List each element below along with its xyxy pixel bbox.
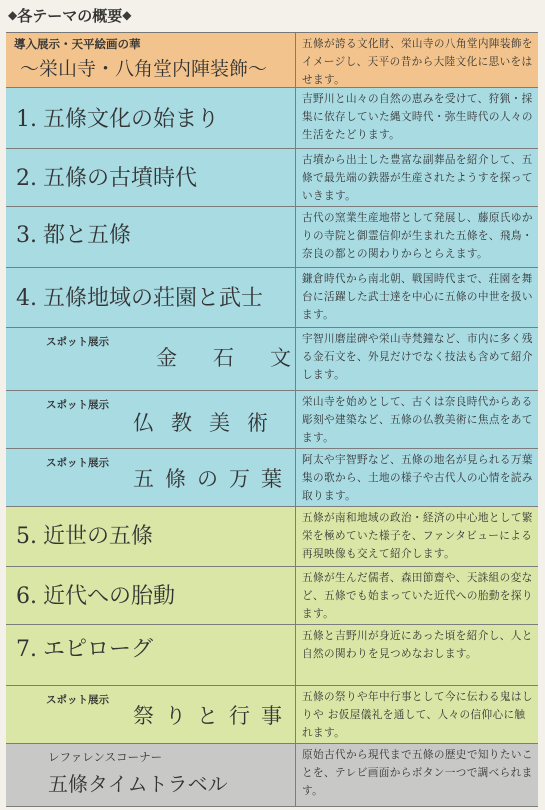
theme-cell xyxy=(6,686,296,743)
page-title: 各テーマの概要 xyxy=(17,6,123,25)
theme-number: 6. xyxy=(16,584,37,609)
theme-cell xyxy=(6,328,327,390)
spot-label: スポット展示 xyxy=(46,336,109,348)
theme-title: 都と五條 xyxy=(43,223,132,248)
theme-cell xyxy=(6,391,296,448)
theme-number: 7. xyxy=(16,637,37,662)
theme-cell xyxy=(6,625,296,685)
theme-description: 原始古代から現代まで五條の歴史で知りたいことを、テレビ画面からボタン一つで調べられます。 xyxy=(296,744,538,806)
theme-description: 栄山寺を始めとして、古くは奈良時代からある彫刻や建築など、五條の仏教美術に焦点をあてます。 xyxy=(296,391,538,448)
theme-title: 五條タイムトラベル xyxy=(48,772,228,796)
table-row xyxy=(6,149,538,207)
theme-cell xyxy=(6,33,296,87)
table-row xyxy=(6,686,538,744)
theme-cell xyxy=(6,449,296,506)
theme-number: 1. xyxy=(16,107,37,132)
spot-label: スポット展示 xyxy=(46,694,109,706)
theme-title: 五條地域の荘園と武士 xyxy=(43,286,264,311)
section-label: レファレンスコーナー xyxy=(48,750,163,764)
theme-description: 五條が生んだ儒者、森田節齋や、天誅組の変など、五條でも始まっていた近代への胎動を探ります。 xyxy=(296,567,538,624)
theme-number: 3. xyxy=(16,223,37,248)
theme-description: 宇智川磨崖碑や栄山寺梵鐘など、市内に多く残る金石文を、外見だけでなく技法も含めて紹介します。 xyxy=(296,328,538,390)
theme-title: 五條の古墳時代 xyxy=(43,166,198,191)
table-row xyxy=(6,33,538,88)
theme-title: エピローグ xyxy=(43,637,154,662)
theme-cell xyxy=(6,207,296,267)
theme-title: 五條文化の始まり xyxy=(43,107,220,132)
theme-cell xyxy=(6,567,296,624)
theme-cell xyxy=(6,88,296,148)
theme-title: 祭りと行事 xyxy=(133,704,293,728)
theme-number: 5. xyxy=(16,524,37,549)
theme-cell xyxy=(6,744,296,806)
table-row xyxy=(6,207,538,268)
table-row xyxy=(6,744,538,807)
theme-cell xyxy=(6,507,296,566)
theme-title: ～栄山寺・八角堂内陣装飾～ xyxy=(20,58,268,80)
theme-description: 五條が南和地域の政治・経済の中心地として繁栄を極めていた様子を、ファンタビューによる再現映像も交えて紹介します。 xyxy=(296,507,538,566)
theme-description: 五條と吉野川が身近にあった頃を紹介し、人と自然の関わりを見つめなおします。 xyxy=(296,625,538,685)
spot-label: スポット展示 xyxy=(46,457,109,469)
theme-table xyxy=(6,32,538,807)
table-row xyxy=(6,567,538,625)
theme-description: 古代の窯業生産地帯として発展し、藤原氏ゆかりの寺院と御霊信仰が生まれた五條を、飛鳥・奈良の都との関わりからとらえます。 xyxy=(296,207,538,267)
theme-title: 近代への胎動 xyxy=(43,584,176,609)
page-header xyxy=(8,4,131,26)
theme-title: 金石文 xyxy=(156,346,327,370)
theme-cell xyxy=(6,149,296,206)
theme-description: 吉野川と山々の自然の恵みを受けて、狩猟・採集に依存していた縄文時代・弥生時代の人々の生活をたどります。 xyxy=(296,88,538,148)
table-row xyxy=(6,449,538,507)
theme-title: 仏教美術 xyxy=(133,411,285,435)
table-row xyxy=(6,328,538,391)
theme-title: 近世の五條 xyxy=(43,524,154,549)
table-row xyxy=(6,268,538,328)
diamond-icon: ◆ xyxy=(122,8,132,22)
table-row xyxy=(6,625,538,686)
theme-number: 2. xyxy=(16,166,37,191)
table-row xyxy=(6,391,538,449)
table-row xyxy=(6,507,538,567)
theme-title: 五條の万葉 xyxy=(133,467,293,491)
theme-description: 五條が誇る文化財、栄山寺の八角堂内陣装飾をイメージし、天平の昔から大陸文化に思いをはせます。 xyxy=(296,33,538,87)
theme-description: 五條の祭りや年中行事として今に伝わる鬼はしりや お仮屋儀礼を通して、人々の信仰心に触れます。 xyxy=(296,686,538,743)
theme-cell xyxy=(6,268,296,327)
theme-number: 4. xyxy=(16,286,37,311)
table-row xyxy=(6,88,538,149)
spot-label: スポット展示 xyxy=(46,399,109,411)
theme-description: 鎌倉時代から南北朝、戦国時代まで、荘園を舞台に活躍した武士達を中心に五條の中世を扱います。 xyxy=(296,268,538,327)
theme-description: 阿太や宇智野など、五條の地名が見られる万葉集の歌から、土地の様子や古代人の心情を読み取ります。 xyxy=(296,449,538,506)
theme-description: 古墳から出土した豊富な副葬品を紹介して、五條で最先端の鉄器が生産されたようすを探っていきます。 xyxy=(296,149,538,206)
diamond-icon: ◆ xyxy=(8,8,18,22)
section-label: 導入展示・天平絵画の華 xyxy=(14,37,141,51)
